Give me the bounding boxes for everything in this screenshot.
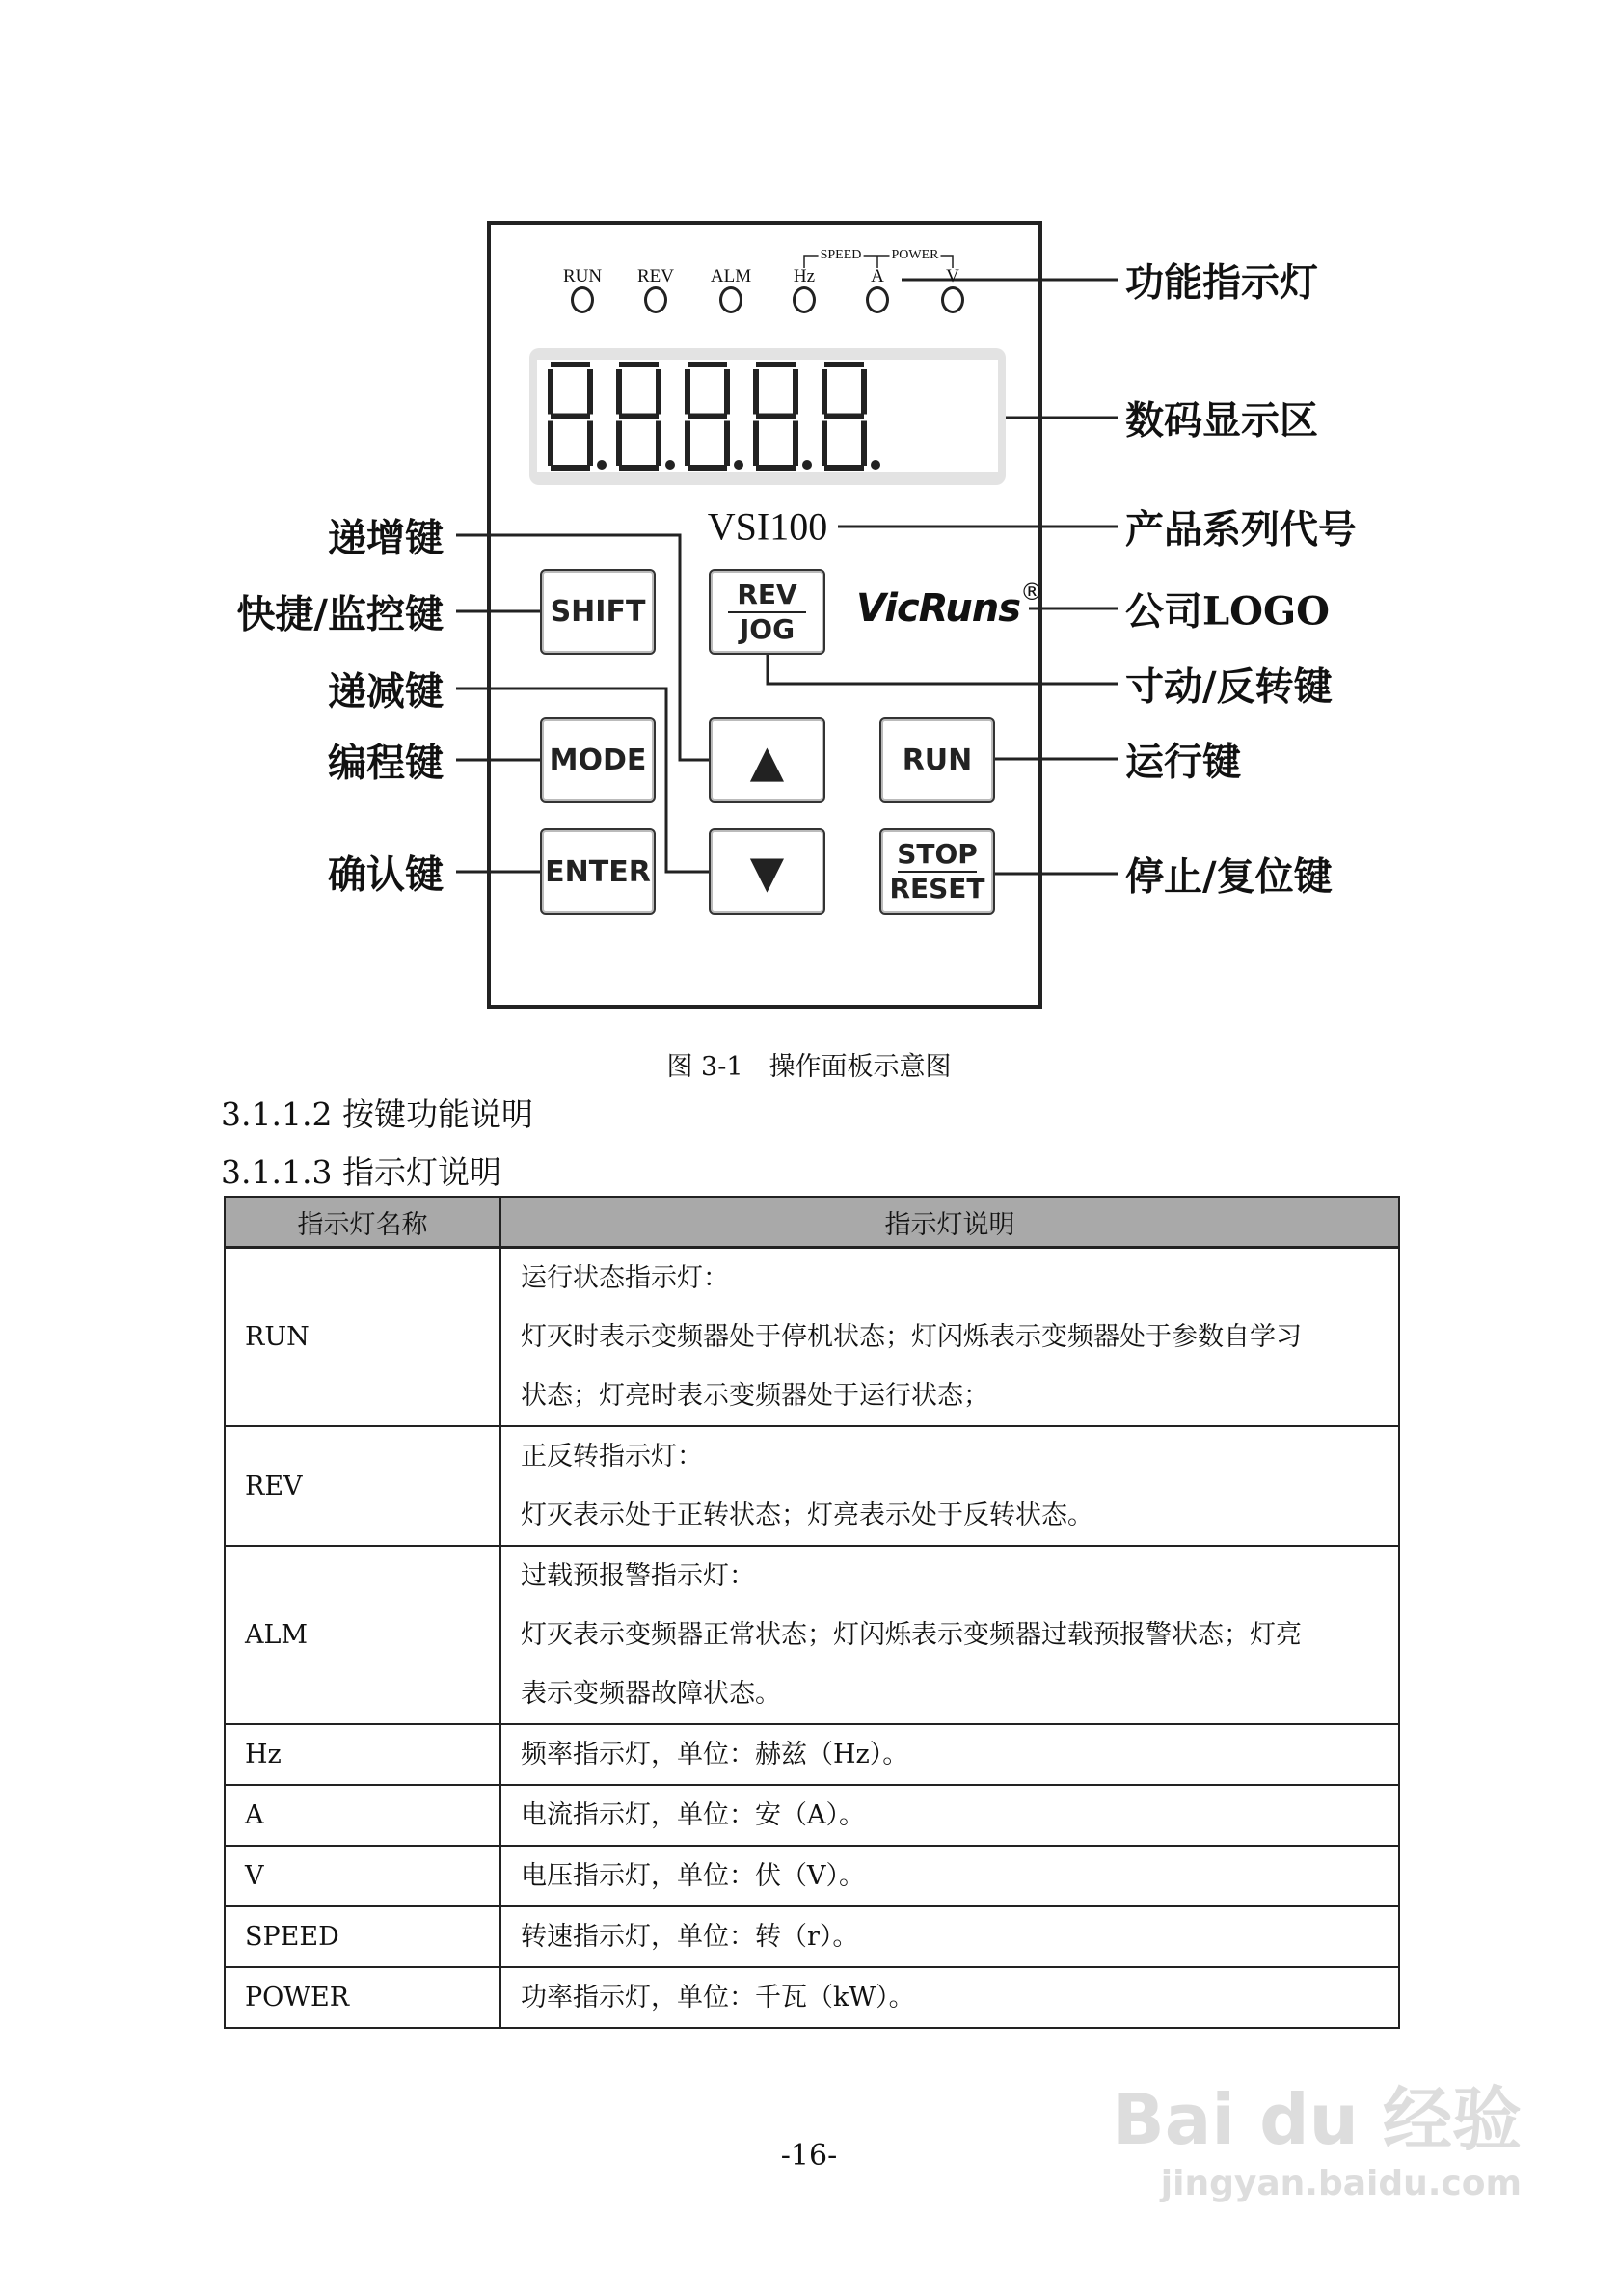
indicator-name: POWER [225, 1967, 500, 2028]
digit-segment [861, 369, 867, 415]
led-alm-indicator [719, 286, 742, 313]
decimal-point [665, 460, 675, 470]
label-run-key: 运行键 [1125, 739, 1241, 785]
company-logo [856, 578, 1043, 632]
description-line: 频率指示灯，单位：赫兹（Hz）。 [521, 1740, 909, 1769]
digit-segment [688, 414, 727, 419]
description-line: 转速指示灯，单位：转（r）。 [521, 1922, 859, 1952]
indicator-description [500, 1906, 1399, 1967]
digit-segment [619, 414, 659, 419]
enter-button[interactable] [540, 828, 656, 915]
digital-display [529, 348, 1006, 485]
rev-jog-button[interactable] [709, 569, 825, 655]
watermark-brand: Bai du 经验 [1111, 2079, 1522, 2160]
digit-segment [551, 362, 590, 367]
indicator-name: REV [225, 1426, 500, 1546]
description-line: 正反转指示灯： [521, 1442, 703, 1472]
led-rev-indicator [644, 286, 667, 313]
digit-segment [587, 369, 593, 415]
section-heading-indicators: 3.1.1.3 指示灯说明 [221, 1153, 501, 1191]
digit-segment [793, 369, 798, 415]
digit-segment [587, 421, 593, 467]
led-label-v: V [946, 266, 959, 286]
indicator-description [500, 1785, 1399, 1846]
digit-segment [656, 369, 661, 415]
baidu-watermark [1112, 2064, 1522, 2203]
indicator-name: Hz [225, 1724, 500, 1785]
table-row [225, 1967, 1399, 2028]
mode-label: MODE [549, 743, 647, 777]
indicator-description [500, 1426, 1399, 1546]
up-button[interactable] [709, 717, 825, 803]
shift-label: SHIFT [550, 595, 646, 629]
indicator-name: ALM [225, 1546, 500, 1724]
down-button[interactable] [709, 828, 825, 915]
digit-segment [822, 421, 827, 467]
digit-segment [685, 369, 690, 415]
description-line: 状态；灯亮时表示变频器处于运行状态； [521, 1381, 989, 1411]
digit-segment [619, 465, 659, 471]
description-line: 运行状态指示灯： [521, 1263, 729, 1293]
led-run-indicator [571, 286, 594, 313]
digit-segment [824, 362, 864, 367]
description-line: 电压指示灯，单位：伏（V）。 [521, 1861, 865, 1891]
indicator-name: V [225, 1846, 500, 1906]
digit-segment [616, 369, 622, 415]
table-row [225, 1846, 1399, 1906]
decimal-point [871, 460, 880, 470]
section-heading-keys: 3.1.1.2 按键功能说明 [221, 1095, 533, 1133]
run-button[interactable] [879, 717, 995, 803]
led-label-hz: Hz [793, 266, 816, 286]
label-confirm-key: 确认键 [328, 851, 444, 898]
indicator-table [224, 1196, 1400, 2029]
label-company-logo: 公司LOGO [1125, 588, 1330, 635]
digit-segment [551, 414, 590, 419]
watermark-url: jingyan.baidu.com [1160, 2164, 1522, 2203]
description-line: 灯灭时表示变频器处于停机状态；灯闪烁表示变频器处于参数自学习 [521, 1322, 1302, 1352]
digit-segment [756, 465, 796, 471]
description-line: 功率指示灯，单位：千瓦（kW）。 [521, 1983, 915, 2012]
table-row [225, 1906, 1399, 1967]
label-product-series: 产品系列代号 [1125, 506, 1357, 553]
digit-segment [551, 465, 590, 471]
digit-segment [656, 421, 661, 467]
description-line: 过载预报警指示灯： [521, 1561, 755, 1591]
decimal-point [597, 460, 607, 470]
digit-segment [824, 465, 864, 471]
power-label: POWER [891, 248, 939, 262]
column-header-description: 指示灯说明 [500, 1197, 1399, 1248]
digit-segment [619, 362, 659, 367]
jog-label: JOG [739, 612, 796, 645]
down-arrow-icon: ▼ [749, 846, 785, 898]
indicator-description [500, 1546, 1399, 1724]
digit-segment [616, 421, 622, 467]
label-stop-reset-key: 停止/复位键 [1125, 853, 1333, 900]
digit-segment [753, 369, 759, 415]
decimal-point [802, 460, 812, 470]
led-label-rev: REV [637, 266, 674, 286]
label-function-indicators: 功能指示灯 [1125, 259, 1318, 306]
registered-mark: ® [1020, 578, 1043, 606]
reset-label: RESET [889, 873, 985, 905]
logo-text: VicRuns [856, 586, 1021, 632]
speed-label: SPEED [820, 248, 862, 262]
led-a-indicator [866, 286, 889, 313]
seven-segment-digits [537, 360, 998, 472]
enter-label: ENTER [545, 854, 651, 889]
table-row [225, 1426, 1399, 1546]
led-label-alm: ALM [710, 266, 752, 286]
run-label: RUN [902, 743, 973, 777]
description-line: 灯灭表示处于正转状态；灯亮表示处于反转状态。 [521, 1500, 1093, 1530]
description-line: 电流指示灯，单位：安（A）。 [521, 1800, 865, 1830]
digit-segment [756, 362, 796, 367]
led-label-run: RUN [562, 266, 603, 286]
table-row [225, 1785, 1399, 1846]
digit-segment [548, 369, 553, 415]
column-header-name: 指示灯名称 [225, 1197, 500, 1248]
rev-label: REV [737, 578, 797, 610]
digit-segment [756, 414, 796, 419]
digit-segment [824, 414, 864, 419]
label-increment-key: 递增键 [328, 515, 444, 561]
led-hz-indicator [793, 286, 816, 313]
indicator-description [500, 1724, 1399, 1785]
digit-segment [688, 465, 727, 471]
shift-button[interactable] [540, 569, 656, 655]
digit-segment [724, 369, 730, 415]
indicator-name: SPEED [225, 1906, 500, 1967]
digit-segment [724, 421, 730, 467]
label-jog-reverse-key: 寸动/反转键 [1125, 663, 1333, 710]
led-v-indicator [941, 286, 964, 313]
table-row [225, 1724, 1399, 1785]
decimal-point [734, 460, 743, 470]
indicator-description [500, 1248, 1399, 1427]
table-row [225, 1546, 1399, 1724]
digit-segment [861, 421, 867, 467]
figure-caption: 图 3-1 操作面板示意图 [666, 1052, 952, 1082]
indicator-name: RUN [225, 1248, 500, 1427]
up-arrow-icon: ▲ [749, 734, 785, 787]
digit-segment [753, 421, 759, 467]
label-digital-display: 数码显示区 [1125, 397, 1318, 444]
indicator-description [500, 1967, 1399, 2028]
digit-segment [688, 362, 727, 367]
digit-segment [822, 369, 827, 415]
label-shortcut-monitor-key: 快捷/监控键 [236, 591, 444, 637]
digit-segment [548, 421, 553, 467]
table-row [225, 1248, 1399, 1427]
digit-segment [685, 421, 690, 467]
page-number: -16- [780, 2139, 838, 2173]
led-label-a: A [871, 266, 884, 286]
digit-segment [793, 421, 798, 467]
description-line: 表示变频器故障状态。 [521, 1679, 781, 1709]
label-program-key: 编程键 [328, 740, 444, 786]
description-line: 灯灭表示变频器正常状态；灯闪烁表示变频器过载预报警状态；灯亮 [521, 1620, 1302, 1650]
stop-label: STOP [897, 838, 978, 870]
label-decrement-key: 递减键 [328, 668, 444, 715]
model-number: VSI100 [707, 504, 828, 549]
mode-button[interactable] [540, 717, 656, 803]
indicator-name: A [225, 1785, 500, 1846]
indicator-description [500, 1846, 1399, 1906]
stop-reset-button[interactable] [879, 828, 995, 915]
